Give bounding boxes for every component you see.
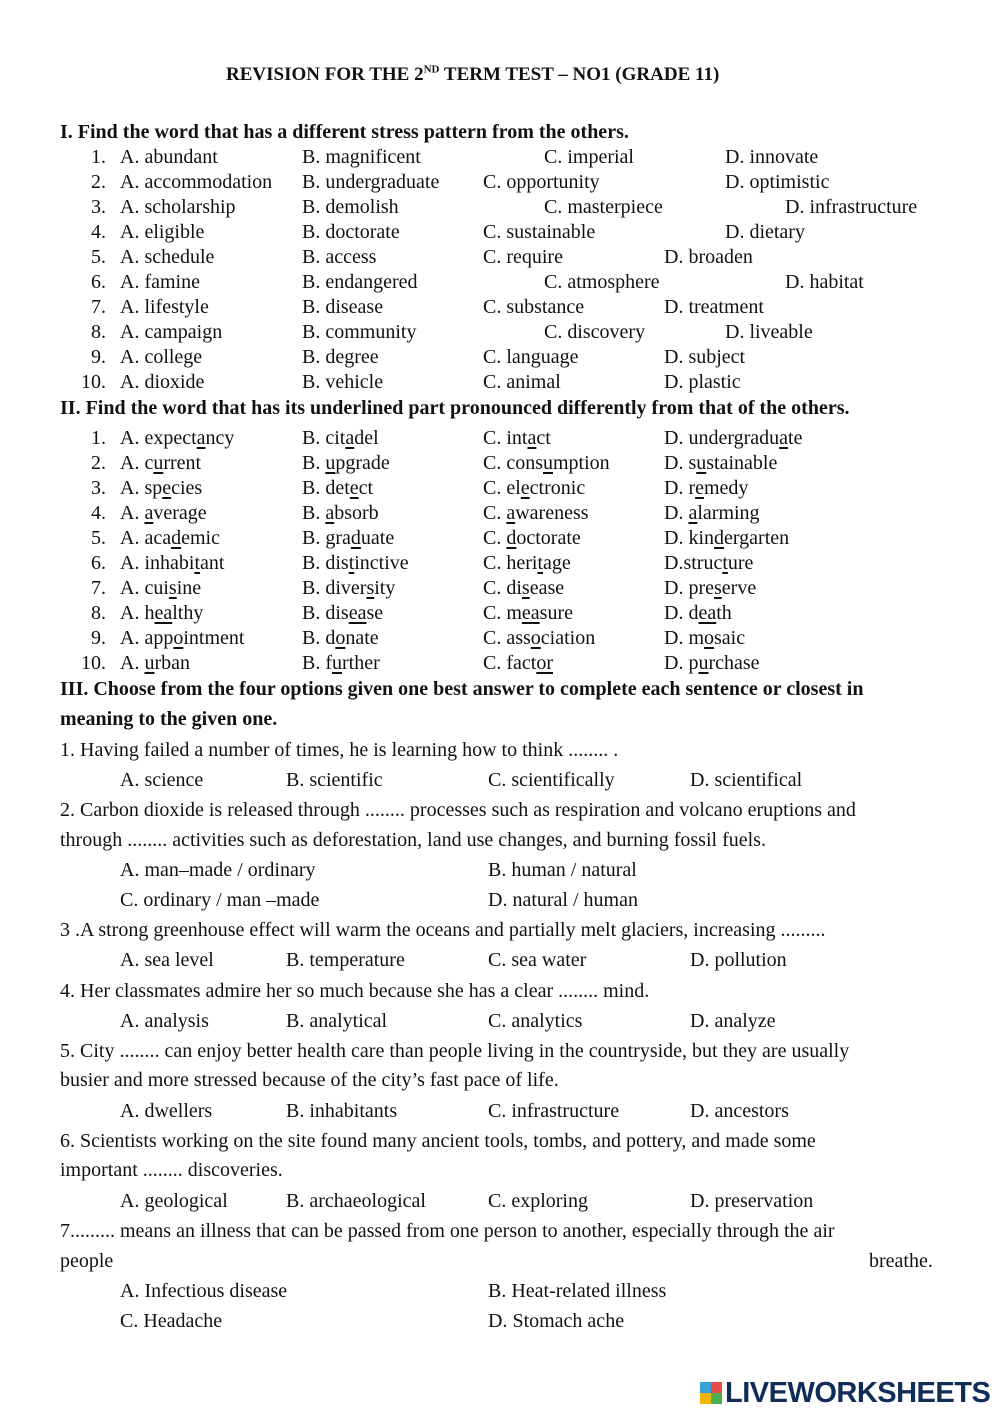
word-part: ant bbox=[200, 552, 225, 574]
stress-option-b[interactable]: B. magnificent bbox=[302, 146, 421, 168]
word-part: intment bbox=[183, 627, 245, 649]
pronunciation-option-c[interactable] bbox=[483, 451, 610, 476]
word-part: ine bbox=[176, 577, 202, 599]
item-number: 5. bbox=[91, 246, 106, 268]
word-part: A. inhabi bbox=[120, 552, 195, 574]
q1-option-c[interactable]: C. scientifically bbox=[488, 769, 615, 791]
word-part: octorate bbox=[516, 527, 581, 549]
underlined-part: s bbox=[713, 577, 722, 599]
q1-option-d[interactable]: D. scientifical bbox=[690, 769, 803, 791]
word-part: ity bbox=[374, 577, 396, 599]
word-part: age bbox=[543, 552, 571, 574]
q2-option-d[interactable]: D. natural / human bbox=[488, 889, 638, 911]
stress-option-b[interactable]: B. demolish bbox=[302, 196, 399, 218]
q3-option-a[interactable]: A. sea level bbox=[120, 949, 214, 971]
word-part: C. int bbox=[483, 427, 528, 449]
pronunciation-option-d[interactable] bbox=[664, 601, 732, 626]
question-7: 7......... means an illness that can be passed from one person to another, especially through the air bbox=[60, 1220, 835, 1242]
underlined-part: t bbox=[194, 552, 200, 574]
word-part: ergarten bbox=[724, 527, 790, 549]
word-part: rban bbox=[154, 652, 190, 674]
word-part: B. d bbox=[302, 627, 336, 649]
underlined-part: u bbox=[144, 652, 155, 674]
stress-option-c[interactable]: C. imperial bbox=[544, 146, 634, 168]
word-part: te bbox=[788, 427, 803, 449]
pronunciation-option-c[interactable] bbox=[483, 501, 589, 526]
word-part: C. di bbox=[483, 577, 522, 599]
question-2: 2. Carbon dioxide is released through ........ processes such as respiration and volcano eruptions and bbox=[60, 799, 856, 821]
stress-option-c[interactable]: C. sustainable bbox=[483, 221, 596, 243]
item-number: 2. bbox=[91, 171, 106, 193]
pronunciation-option-c[interactable] bbox=[483, 601, 573, 626]
q3-option-d[interactable]: D. pollution bbox=[690, 949, 787, 971]
underlined-part: u bbox=[325, 452, 336, 474]
item-number: 9. bbox=[91, 627, 106, 649]
question-6: 6. Scientists working on the site found many ancient tools, tombs, and pottery, and made some bbox=[60, 1130, 816, 1152]
pronunciation-option-a[interactable] bbox=[120, 551, 224, 576]
underlined-part: u bbox=[332, 652, 342, 674]
q6-option-d[interactable]: D. preservation bbox=[690, 1190, 814, 1212]
question-1: 1. Having failed a number of times, he is learning how to think ........ . bbox=[60, 739, 619, 761]
stress-option-d[interactable]: D. dietary bbox=[725, 221, 805, 243]
q3-option-c[interactable]: C. sea water bbox=[488, 949, 587, 971]
question-3: 3 .A strong greenhouse effect will warm the oceans and partially melt glaciers, increasing ......... bbox=[60, 919, 826, 941]
word-part: D. d bbox=[664, 602, 699, 624]
item-number: 3. bbox=[91, 477, 106, 499]
word-part: B. gra bbox=[302, 527, 351, 549]
pronunciation-option-c[interactable] bbox=[483, 526, 581, 551]
pronunciation-option-a[interactable] bbox=[120, 476, 202, 501]
word-part: D. undergradu bbox=[664, 427, 780, 449]
stress-option-a[interactable]: A. schedule bbox=[120, 246, 215, 268]
word-part: ct bbox=[358, 477, 374, 499]
underlined-part: d bbox=[506, 527, 517, 549]
logo-text: LIVEWORKSHEETS bbox=[725, 1377, 991, 1409]
pronunciation-option-b[interactable] bbox=[302, 426, 379, 451]
stress-option-b[interactable]: B. disease bbox=[302, 296, 384, 318]
stress-option-b[interactable]: B. access bbox=[302, 246, 377, 268]
stress-option-d[interactable]: D. optimistic bbox=[725, 171, 830, 193]
stress-option-a[interactable]: A. dioxide bbox=[120, 371, 205, 393]
stress-option-a[interactable]: A. lifestyle bbox=[120, 296, 209, 318]
word-part: D. kin bbox=[664, 527, 714, 549]
pronunciation-option-d[interactable] bbox=[664, 501, 760, 526]
underlined-part: ea bbox=[348, 602, 367, 624]
word-part: B. bbox=[302, 452, 326, 474]
stress-option-a[interactable]: A. eligible bbox=[120, 221, 205, 243]
q7-option-b[interactable]: B. Heat-related illness bbox=[488, 1280, 667, 1302]
q2-option-c[interactable]: C. ordinary / man –made bbox=[120, 889, 320, 911]
word-part: ctronic bbox=[529, 477, 586, 499]
underlined-part: s bbox=[521, 577, 530, 599]
pronunciation-option-a[interactable] bbox=[120, 626, 244, 651]
word-part: del bbox=[354, 427, 379, 449]
word-part: C. el bbox=[483, 477, 521, 499]
word-part: ncy bbox=[205, 427, 235, 449]
liveworksheets-icon bbox=[700, 1382, 722, 1404]
word-part: D. p bbox=[664, 652, 699, 674]
stress-option-b[interactable]: B. endangered bbox=[302, 271, 418, 293]
pronunciation-option-c[interactable] bbox=[483, 551, 571, 576]
underlined-part: a bbox=[779, 427, 789, 449]
word-part: D. m bbox=[664, 627, 704, 649]
stress-option-a[interactable]: A. college bbox=[120, 346, 203, 368]
item-number: 2. bbox=[91, 452, 106, 474]
item-number: 1. bbox=[91, 146, 106, 168]
underlined-part: or bbox=[536, 652, 553, 674]
underlined-part: s bbox=[168, 577, 177, 599]
word-part: A. cui bbox=[120, 577, 169, 599]
pronunciation-option-d[interactable] bbox=[664, 576, 756, 601]
word-part: A. sp bbox=[120, 477, 163, 499]
q5-option-b[interactable]: B. inhabitants bbox=[286, 1100, 398, 1122]
word-part: C. bbox=[483, 527, 507, 549]
word-part: A. bbox=[120, 502, 145, 524]
section-3-heading-cont: meaning to the given one. bbox=[60, 708, 278, 730]
item-number: 1. bbox=[91, 427, 106, 449]
item-number: 7. bbox=[91, 577, 106, 599]
word-part: ure bbox=[727, 552, 754, 574]
stress-option-a[interactable]: A. abundant bbox=[120, 146, 218, 168]
question-7-cont-end: breathe. bbox=[869, 1250, 933, 1272]
question-7-cont: people bbox=[60, 1250, 114, 1272]
pronunciation-option-b[interactable] bbox=[302, 576, 395, 601]
q4-option-d[interactable]: D. analyze bbox=[690, 1010, 776, 1032]
underlined-part: e bbox=[162, 477, 172, 499]
word-part: pgrade bbox=[335, 452, 390, 474]
stress-option-b[interactable]: B. vehicle bbox=[302, 371, 384, 393]
word-part: C. cons bbox=[483, 452, 543, 474]
stress-option-d[interactable]: D. infrastructure bbox=[785, 196, 918, 218]
underlined-part: e bbox=[520, 477, 530, 499]
stress-option-a[interactable]: A. accommodation bbox=[120, 171, 273, 193]
item-number: 8. bbox=[91, 321, 106, 343]
underlined-part: e bbox=[695, 477, 704, 499]
question-5-cont: busier and more stressed because of the city’s fast pace of life. bbox=[60, 1069, 559, 1091]
pronunciation-option-b[interactable] bbox=[302, 551, 409, 576]
underlined-part: t bbox=[537, 552, 543, 574]
pronunciation-option-a[interactable] bbox=[120, 501, 207, 526]
underlined-part: a bbox=[688, 502, 698, 524]
underlined-part: o bbox=[173, 627, 184, 649]
word-part: stainable bbox=[706, 452, 778, 474]
item-number: 8. bbox=[91, 602, 106, 624]
question-2-cont: through ........ activities such as deforestation, land use changes, and burning fossil fuels. bbox=[60, 829, 766, 851]
word-part: A. bbox=[120, 652, 145, 674]
word-part: th bbox=[716, 602, 732, 624]
stress-option-a[interactable]: A. famine bbox=[120, 271, 200, 293]
item-number: 9. bbox=[91, 346, 106, 368]
pronunciation-option-c[interactable] bbox=[483, 651, 553, 676]
pronunciation-option-a[interactable] bbox=[120, 576, 201, 601]
pronunciation-option-b[interactable] bbox=[302, 626, 379, 651]
liveworksheets-logo bbox=[700, 1378, 990, 1408]
underlined-part: ea bbox=[154, 602, 173, 624]
word-part: ciation bbox=[540, 627, 596, 649]
q2-option-b[interactable]: B. human / natural bbox=[488, 859, 637, 881]
stress-option-b[interactable]: B. undergraduate bbox=[302, 171, 440, 193]
q7-option-d[interactable]: D. Stomach ache bbox=[488, 1310, 625, 1332]
underlined-part: o bbox=[335, 627, 346, 649]
q7-option-c[interactable]: C. Headache bbox=[120, 1310, 223, 1332]
q6-option-c[interactable]: C. exploring bbox=[488, 1190, 588, 1212]
item-number: 10. bbox=[81, 371, 106, 393]
word-part: rchase bbox=[708, 652, 760, 674]
underlined-part: u bbox=[696, 452, 707, 474]
pronunciation-option-d[interactable] bbox=[664, 426, 802, 451]
pronunciation-option-a[interactable] bbox=[120, 651, 190, 676]
word-part: C. ass bbox=[483, 627, 531, 649]
word-part: mption bbox=[553, 452, 610, 474]
underlined-part: t bbox=[722, 552, 728, 574]
stress-option-c[interactable]: C. language bbox=[483, 346, 579, 368]
underlined-part: u bbox=[153, 452, 164, 474]
item-number: 10. bbox=[81, 652, 106, 674]
q5-option-a[interactable]: A. dwellers bbox=[120, 1100, 213, 1122]
pronunciation-option-a[interactable] bbox=[120, 451, 201, 476]
word-part: D. r bbox=[664, 477, 696, 499]
section-3-heading: III. Choose from the four options given one best answer to complete each sentence or closest in bbox=[60, 678, 864, 700]
pronunciation-option-b[interactable] bbox=[302, 476, 373, 501]
pronunciation-option-d[interactable] bbox=[664, 526, 789, 551]
underlined-part: d bbox=[171, 527, 182, 549]
word-part: medy bbox=[704, 477, 749, 499]
question-6-cont: important ........ discoveries. bbox=[60, 1159, 283, 1181]
word-part: erve bbox=[721, 577, 757, 599]
word-part: B. cit bbox=[302, 427, 346, 449]
word-part: B. dis bbox=[302, 602, 349, 624]
underlined-part: a bbox=[144, 502, 154, 524]
word-part: se bbox=[366, 602, 384, 624]
item-number: 4. bbox=[91, 502, 106, 524]
underlined-part: t bbox=[348, 552, 355, 574]
q6-option-a[interactable]: A. geological bbox=[120, 1190, 228, 1212]
word-part: wareness bbox=[515, 502, 589, 524]
pronunciation-option-b[interactable] bbox=[302, 651, 380, 676]
word-part: nate bbox=[345, 627, 379, 649]
stress-option-b[interactable]: B. community bbox=[302, 321, 417, 343]
underlined-part: a bbox=[345, 427, 355, 449]
word-part: saic bbox=[714, 627, 746, 649]
section-1-heading: I. Find the word that has a different stress pattern from the others. bbox=[60, 121, 629, 143]
stress-option-b[interactable]: B. degree bbox=[302, 346, 379, 368]
stress-option-c[interactable]: C. require bbox=[483, 246, 563, 268]
stress-option-d[interactable]: D. subject bbox=[664, 346, 746, 368]
pronunciation-option-d[interactable] bbox=[664, 551, 753, 576]
word-part: B. dis bbox=[302, 552, 349, 574]
q4-option-b[interactable]: B. analytical bbox=[286, 1010, 388, 1032]
word-part: B. diver bbox=[302, 577, 367, 599]
word-part: verage bbox=[153, 502, 207, 524]
stress-option-d[interactable]: D. plastic bbox=[664, 371, 741, 393]
item-number: 6. bbox=[91, 271, 106, 293]
word-part: larming bbox=[697, 502, 760, 524]
pronunciation-option-d[interactable] bbox=[664, 626, 745, 651]
q4-option-a[interactable]: A. analysis bbox=[120, 1010, 209, 1032]
pronunciation-option-b[interactable] bbox=[302, 526, 394, 551]
word-part: ease bbox=[529, 577, 565, 599]
q1-option-a[interactable]: A. science bbox=[120, 769, 204, 791]
stress-option-d[interactable]: D. treatment bbox=[664, 296, 764, 318]
pronunciation-option-c[interactable] bbox=[483, 426, 551, 451]
word-part: C. m bbox=[483, 602, 522, 624]
word-part: lthy bbox=[172, 602, 204, 624]
stress-option-b[interactable]: B. doctorate bbox=[302, 221, 400, 243]
word-part: C. heri bbox=[483, 552, 538, 574]
item-number: 3. bbox=[91, 196, 106, 218]
underlined-part: ea bbox=[521, 602, 540, 624]
q6-option-b[interactable]: B. archaeological bbox=[286, 1190, 426, 1212]
item-number: 5. bbox=[91, 527, 106, 549]
word-part: A. h bbox=[120, 602, 155, 624]
word-part: B. det bbox=[302, 477, 350, 499]
page-title: REVISION FOR THE 2ND TERM TEST – NO1 (GRADE 11) bbox=[226, 63, 720, 85]
underlined-part: d bbox=[714, 527, 724, 549]
item-number: 7. bbox=[91, 296, 106, 318]
stress-option-c[interactable]: C. substance bbox=[483, 296, 585, 318]
stress-option-a[interactable]: A. scholarship bbox=[120, 196, 236, 218]
q4-option-c[interactable]: C. analytics bbox=[488, 1010, 583, 1032]
stress-option-d[interactable]: D. broaden bbox=[664, 246, 753, 268]
item-number: 4. bbox=[91, 221, 106, 243]
q5-option-d[interactable]: D. ancestors bbox=[690, 1100, 789, 1122]
stress-option-d[interactable]: D. habitat bbox=[785, 271, 864, 293]
underlined-part: s bbox=[366, 577, 375, 599]
word-part: uate bbox=[360, 527, 395, 549]
q5-option-c[interactable]: C. infrastructure bbox=[488, 1100, 620, 1122]
word-part: D.struc bbox=[664, 552, 723, 574]
pronunciation-option-b[interactable] bbox=[302, 601, 383, 626]
q2-option-a[interactable]: A. man–made / ordinary bbox=[120, 859, 316, 881]
word-part: D. s bbox=[664, 452, 697, 474]
stress-option-c[interactable]: C. discovery bbox=[544, 321, 646, 343]
stress-option-d[interactable]: D. liveable bbox=[725, 321, 813, 343]
item-number: 6. bbox=[91, 552, 106, 574]
underlined-part: a bbox=[527, 427, 537, 449]
pronunciation-option-a[interactable] bbox=[120, 601, 203, 626]
underlined-part: e bbox=[349, 477, 359, 499]
underlined-part: d bbox=[350, 527, 361, 549]
word-part: D. bbox=[664, 502, 689, 524]
underlined-part: a bbox=[506, 502, 516, 524]
word-part: rther bbox=[342, 652, 380, 674]
pronunciation-option-c[interactable] bbox=[483, 626, 595, 651]
word-part: bsorb bbox=[334, 502, 379, 524]
word-part: B. bbox=[302, 502, 326, 524]
word-part: rrent bbox=[163, 452, 202, 474]
underlined-part: u bbox=[543, 452, 553, 474]
underlined-part: a bbox=[196, 427, 206, 449]
stress-option-c[interactable]: C. animal bbox=[483, 371, 561, 393]
underlined-part: ea bbox=[698, 602, 717, 624]
word-part: B. f bbox=[302, 652, 332, 674]
pronunciation-option-c[interactable] bbox=[483, 476, 585, 501]
word-part: A. expect bbox=[120, 427, 197, 449]
word-part: sure bbox=[539, 602, 573, 624]
stress-option-c[interactable]: C. masterpiece bbox=[544, 196, 663, 218]
stress-option-d[interactable]: D. innovate bbox=[725, 146, 819, 168]
word-part: A. aca bbox=[120, 527, 172, 549]
section-2-heading: II. Find the word that has its underlined part pronounced differently from that of the others. bbox=[60, 397, 850, 419]
q7-option-a[interactable]: A. Infectious disease bbox=[120, 1280, 288, 1302]
word-part: emic bbox=[181, 527, 220, 549]
pronunciation-option-b[interactable] bbox=[302, 501, 379, 526]
pronunciation-option-d[interactable] bbox=[664, 451, 777, 476]
pronunciation-option-d[interactable] bbox=[664, 476, 748, 501]
underlined-part: o bbox=[704, 627, 714, 649]
word-part: C. bbox=[483, 502, 507, 524]
stress-option-a[interactable]: A. campaign bbox=[120, 321, 223, 343]
pronunciation-option-b[interactable] bbox=[302, 451, 390, 476]
pronunciation-option-c[interactable] bbox=[483, 576, 564, 601]
q1-option-b[interactable]: B. scientific bbox=[286, 769, 383, 791]
pronunciation-option-a[interactable] bbox=[120, 426, 234, 451]
underlined-part: a bbox=[325, 502, 335, 524]
pronunciation-option-a[interactable] bbox=[120, 526, 220, 551]
word-part: cies bbox=[171, 477, 203, 499]
question-4: 4. Her classmates admire her so much because she has a clear ........ mind. bbox=[60, 980, 650, 1002]
pronunciation-option-d[interactable] bbox=[664, 651, 760, 676]
word-part: inctive bbox=[354, 552, 409, 574]
word-part: D. pre bbox=[664, 577, 714, 599]
stress-option-c[interactable]: C. opportunity bbox=[483, 171, 600, 193]
underlined-part: o bbox=[530, 627, 541, 649]
question-5: 5. City ........ can enjoy better health care than people living in the countryside, but they are usually bbox=[60, 1040, 850, 1062]
word-part: C. fact bbox=[483, 652, 537, 674]
word-part: A. c bbox=[120, 452, 154, 474]
underlined-part: u bbox=[698, 652, 709, 674]
word-part: A. app bbox=[120, 627, 174, 649]
q3-option-b[interactable]: B. temperature bbox=[286, 949, 405, 971]
word-part: ct bbox=[536, 427, 551, 449]
stress-option-c[interactable]: C. atmosphere bbox=[544, 271, 660, 293]
